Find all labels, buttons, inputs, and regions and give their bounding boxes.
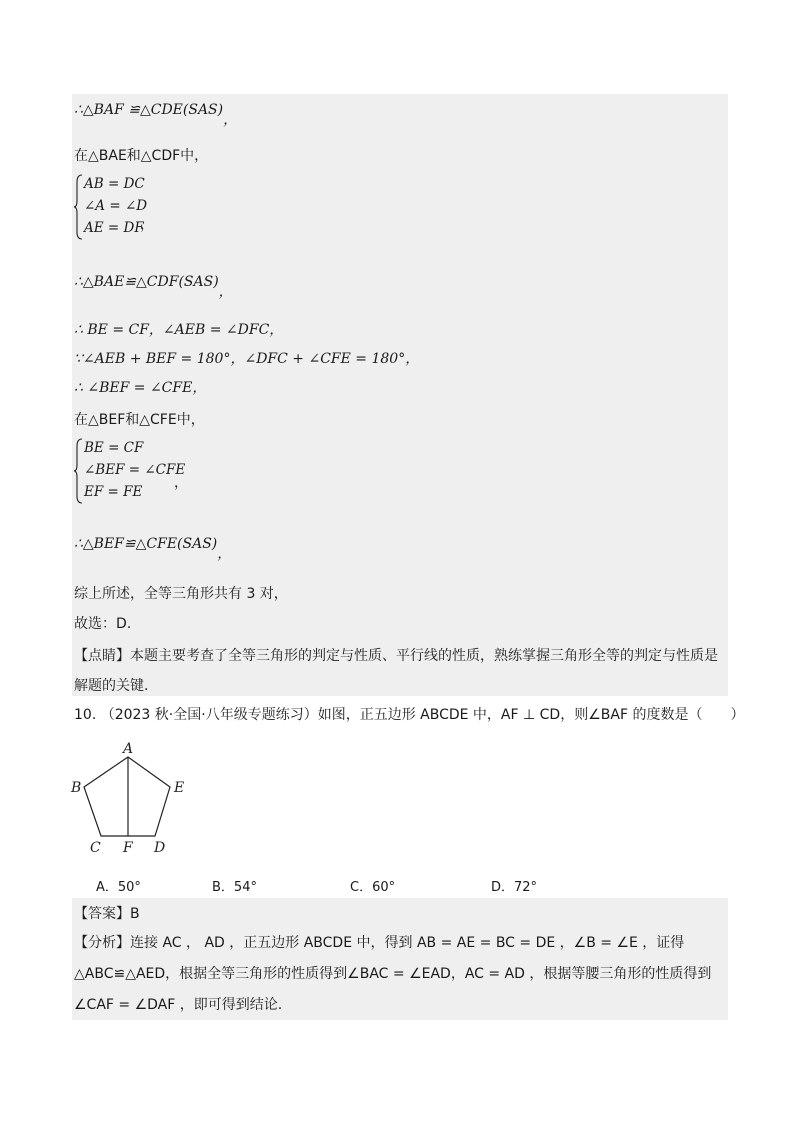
label-c: C [90, 840, 101, 856]
question-text: 10. （2023 秋·全国·八年级专题练习）如图，正五边形 ABCDE 中，AF ⊥ CD，则∠BAF 的度数是（ ） [74, 707, 745, 723]
system-row: EF = FE [84, 484, 143, 500]
analysis-line-1: 【分析】连接 AC ， AD ，正五边形 ABCDE 中，得到 AB = AE = BC = DE ，∠B = ∠E ，证得 [74, 935, 685, 951]
label-a: A [123, 741, 134, 757]
analysis-line-2: △ABC≌△AED，根据全等三角形的性质得到∠BAC = ∠EAD，AC = AD ，根据等腰三角形的性质得到 [74, 966, 712, 982]
derivation-line-2: ∵∠AEB + BEF = 180°，∠DFC + ∠CFE = 180°， [74, 351, 420, 367]
system-row: AB = DC [84, 176, 145, 192]
comment-line-1: 【点睛】本题主要考查了全等三角形的判定与性质、平行线的性质，熟练掌握三角形全等的判定与性质是 [74, 648, 718, 664]
system-row: ∠A = ∠D [84, 198, 148, 214]
system-row: AE = DF [84, 220, 144, 236]
label-d: D [154, 840, 166, 856]
summary-line: 综上所述，全等三角形共有 3 对， [74, 586, 288, 602]
comment-line-2: 解题的关键. [74, 678, 149, 694]
derivation-line-3: ∴ ∠BEF = ∠CFE， [74, 380, 207, 396]
analysis-line-3: ∠CAF = ∠DAF ，即可得到结论. [74, 997, 283, 1013]
label-b: B [71, 780, 82, 796]
brace-icon [74, 174, 84, 240]
option-d[interactable]: D．72° [491, 880, 538, 895]
pentagon-shape [84, 757, 170, 836]
choice-line: 故选：D. [74, 616, 132, 632]
equation-system-1: AB = DC ∠A = ∠D AE = DF ， [74, 174, 234, 242]
label-e: E [174, 780, 185, 796]
answer-line: 【答案】B [74, 906, 140, 922]
option-b[interactable]: B．54° [212, 880, 257, 895]
pentagon-figure [68, 738, 198, 858]
conclusion-line-1: ∴△BAF ≌△CDE(SAS)， [74, 102, 238, 128]
given-line-1: 在△BAE和△CDF中， [74, 148, 209, 164]
system-row: ∠BEF = ∠CFE [84, 462, 186, 478]
given-line-2: 在△BEF和△CFE中， [74, 412, 205, 428]
conclusion-line-3: ∴△BEF≌△CFE(SAS)， [74, 536, 232, 562]
option-a[interactable]: A．50° [96, 880, 141, 895]
derivation-line-1: ∴ BE = CF，∠AEB = ∠DFC， [74, 322, 284, 338]
conclusion-line-2: ∴△BAE≌△CDF(SAS)， [74, 274, 233, 300]
label-f: F [123, 840, 133, 856]
equation-system-2: BE = CF ∠BEF = ∠CFE EF = FE ， [74, 438, 234, 506]
option-c[interactable]: C．60° [350, 880, 396, 895]
brace-icon [74, 438, 84, 504]
system-row: BE = CF [84, 440, 144, 456]
